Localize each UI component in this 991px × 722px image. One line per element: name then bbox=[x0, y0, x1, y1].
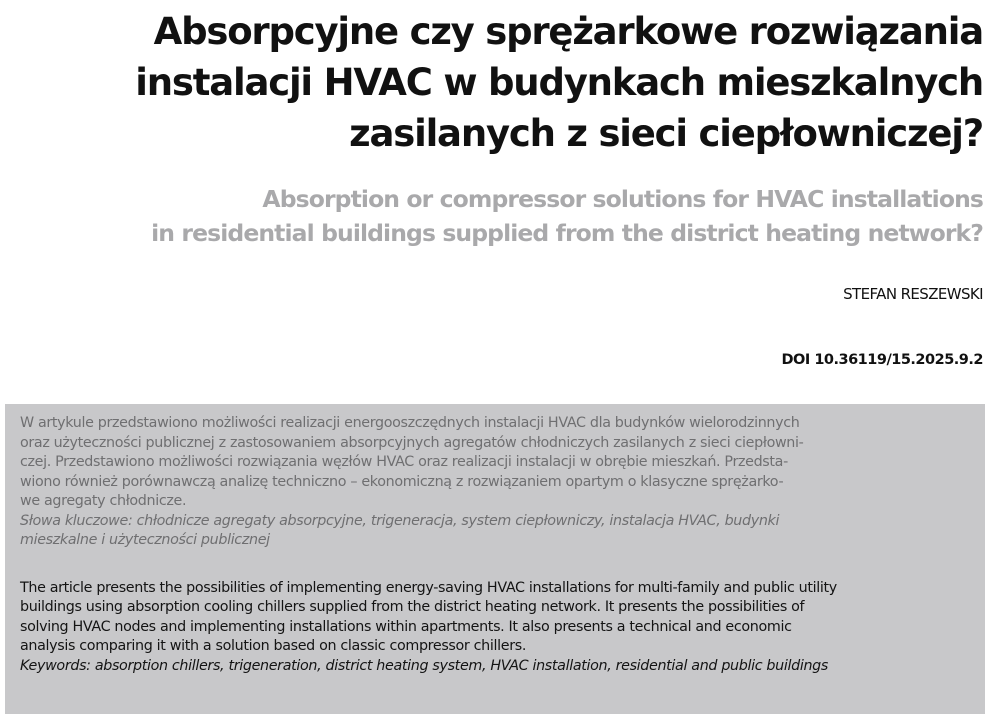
abstract-line: solving HVAC nodes and implementing installations within apartments. It also presents a technical and economic bbox=[20, 618, 792, 635]
article-title-english bbox=[83, 182, 983, 250]
title-line: zasilanych z sieci ciepłowniczej? bbox=[349, 112, 983, 155]
abstract-line: The article presents the possibilities of implementing energy-saving HVAC installations for multi-family and public utility bbox=[20, 579, 837, 596]
abstract-line: czej. Przedstawiono możliwości rozwiązania węzłów HVAC oraz realizacji instalacji w obrębie mieszkań. Przedsta- bbox=[20, 454, 788, 470]
abstract-line: oraz użyteczności publicznej z zastosowaniem absorpcyjnych agregatów chłodniczych zasilanych z sieci ciepłowni- bbox=[20, 434, 804, 451]
abstract-line: wiono również porównawczą analizę techniczno – ekonomiczną z rozwiązaniem opartym o klasyczne sprężarko- bbox=[20, 473, 784, 490]
author-name: STEFAN RESZEWSKI bbox=[843, 285, 983, 303]
keywords-polish-line: Słowa kluczowe: chłodnicze agregaty absorpcyjne, trigeneracja, system ciepłowniczy, instalacja HVAC, budynki bbox=[20, 512, 780, 529]
abstract-english bbox=[20, 579, 975, 677]
keywords-polish-line: mieszkalne i użyteczności publicznej bbox=[20, 532, 270, 548]
abstract-line: we agregaty chłodnicze. bbox=[20, 493, 187, 509]
abstract-line: analysis comparing it with a solution based on classic compressor chillers. bbox=[20, 638, 527, 654]
abstract-box bbox=[5, 404, 985, 714]
abstract-polish bbox=[20, 414, 975, 551]
article-title-polish bbox=[83, 6, 983, 159]
abstract-line: buildings using absorption cooling chillers supplied from the district heating network. It presents the possibilities of bbox=[20, 599, 805, 615]
subtitle-line: in residential buildings supplied from the district heating network? bbox=[151, 219, 983, 247]
abstract-line: W artykule przedstawiono możliwości realizacji energooszczędnych instalacji HVAC dla budynków wielorodzinnych bbox=[20, 415, 800, 431]
keywords-english: Keywords: absorption chillers, trigeneration, district heating system, HVAC installation, residential and public buildings bbox=[20, 657, 829, 674]
title-line: instalacji HVAC w budynkach mieszkalnych bbox=[135, 61, 983, 104]
title-line: Absorpcyjne czy sprężarkowe rozwiązania bbox=[153, 10, 983, 53]
subtitle-line: Absorption or compressor solutions for HVAC installations bbox=[262, 185, 983, 213]
doi-identifier: DOI 10.36119/15.2025.9.2 bbox=[781, 352, 983, 368]
